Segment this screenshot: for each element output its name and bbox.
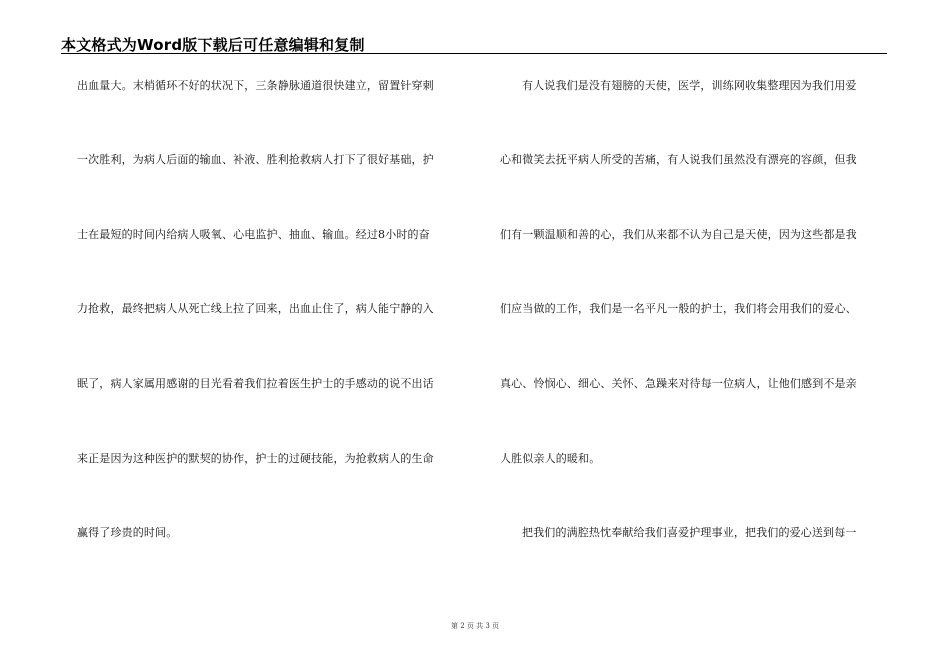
page-number-footer: 第 2 页 共 3 页 — [450, 622, 500, 630]
right-line-3: 们有一颗温顺和善的心，我们从来都不认为自己是天使，因为这些都是我 — [500, 228, 857, 241]
header-divider — [61, 53, 887, 54]
left-line-7: 赢得了珍贵的时间。 — [77, 526, 178, 539]
right-line-5: 真心、怜悯心、细心、关怀、急躁来对待每一位病人，让他们感到不是亲 — [500, 377, 857, 390]
right-line-2: 心和微笑去抚平病人所受的苦痛，有人说我们虽然没有漂亮的容颜，但我 — [500, 153, 857, 166]
left-line-2: 一次胜利，为病人后面的输血、补液、胜利抢救病人打下了很好基础，护 — [77, 153, 434, 166]
left-line-3: 士在最短的时间内给病人吸氧、心电监护、抽血、输血。经过8小时的奋 — [77, 228, 430, 241]
right-line-1: 有人说我们是没有翅膀的天使，医学，训练网收集整理因为我们用爱 — [522, 79, 857, 92]
right-line-7: 把我们的满腔热忱奉献给我们喜爱护理事业，把我们的爱心送到每一 — [522, 526, 857, 539]
left-line-4: 力抢救，最终把病人从死亡线上拉了回来，出血止住了，病人能宁静的入 — [77, 302, 434, 315]
right-line-6: 人胜似亲人的暖和。 — [500, 452, 601, 465]
left-line-5: 眠了，病人家属用感谢的目光看着我们拉着医生护士的手感动的说不出话 — [77, 377, 434, 390]
document-header-title: 本文格式为Word版下载后可任意编辑和复制 — [61, 36, 365, 54]
left-line-1: 出血量大。末梢循环不好的状况下，三条静脉通道很快建立，留置针穿刺 — [77, 79, 434, 92]
right-line-4: 们应当做的工作，我们是一名平凡一般的护士，我们将会用我们的爱心、 — [500, 302, 857, 315]
left-line-6: 来正是因为这种医护的默契的协作，护士的过硬技能，为抢救病人的生命 — [77, 452, 434, 465]
